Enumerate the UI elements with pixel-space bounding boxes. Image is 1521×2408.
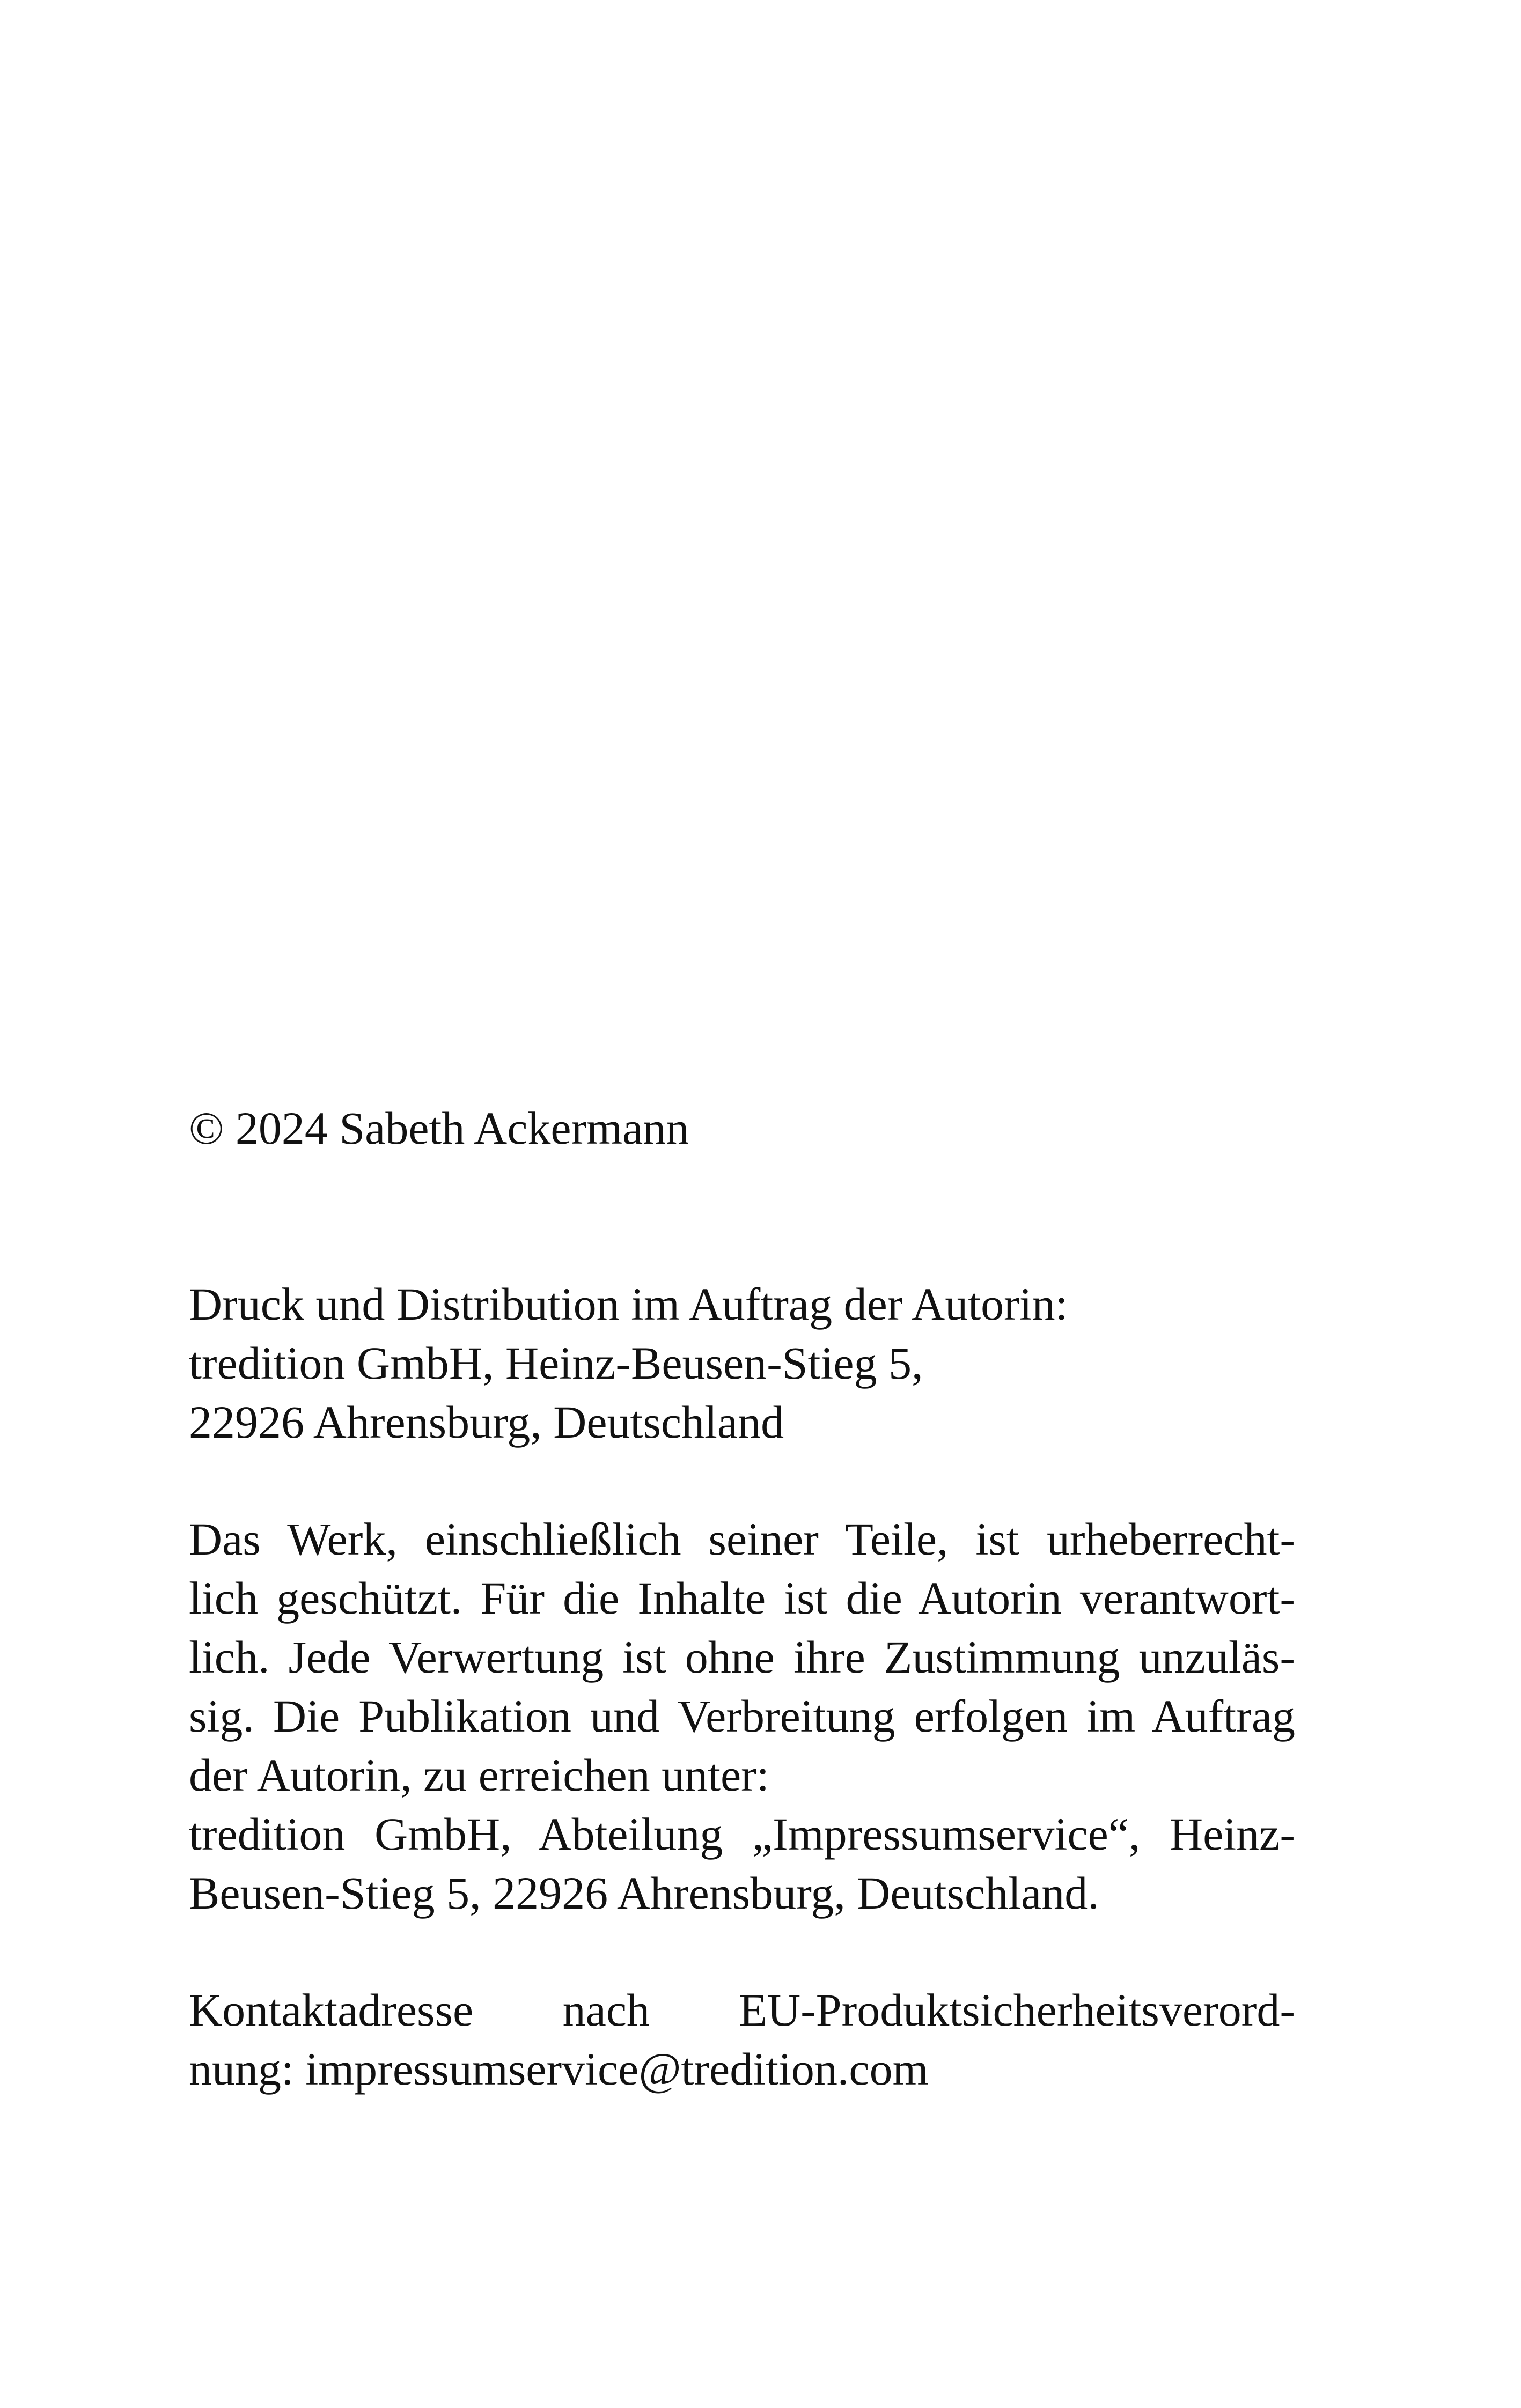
publisher-city-line: 22926 Ahrensburg, Deutschland <box>189 1396 784 1448</box>
rights-line: tredition GmbH, Abteilung „Impressumservice“, Heinz- <box>189 1808 1295 1860</box>
copyright-notice <box>189 1099 1295 1158</box>
rights-line: lich geschützt. Für die Inhalte ist die Autorin verantwort- <box>189 1572 1295 1624</box>
rights-line: Beusen-Stieg 5, 22926 Ahrensburg, Deutschland. <box>189 1867 1099 1919</box>
contact-email-line: nung: impressumservice@tredition.com <box>189 2043 929 2095</box>
rights-line: Das Werk, einschließlich seiner Teile, ist urheberrecht- <box>189 1513 1295 1565</box>
imprint-section <box>189 1099 1295 2098</box>
copyright-line: © 2024 Sabeth Ackermann <box>189 1102 689 1154</box>
rights-line: sig. Die Publikation und Verbreitung erfolgen im Auftrag <box>189 1690 1295 1742</box>
printing-line: Druck und Distribution im Auftrag der Autorin: <box>189 1278 1068 1330</box>
rights-notice <box>189 1509 1295 1923</box>
rights-line: lich. Jede Verwertung ist ohne ihre Zustimmung unzuläs- <box>189 1631 1295 1683</box>
contact-notice <box>189 1980 1295 2098</box>
rights-line: der Autorin, zu erreichen unter: <box>189 1749 769 1801</box>
contact-line: Kontaktadresse nach EU-Produktsicherheitsverord- <box>189 1984 1295 2036</box>
publisher-address-line: tredition GmbH, Heinz-Beusen-Stieg 5, <box>189 1337 923 1389</box>
printing-information <box>189 1275 1295 1452</box>
